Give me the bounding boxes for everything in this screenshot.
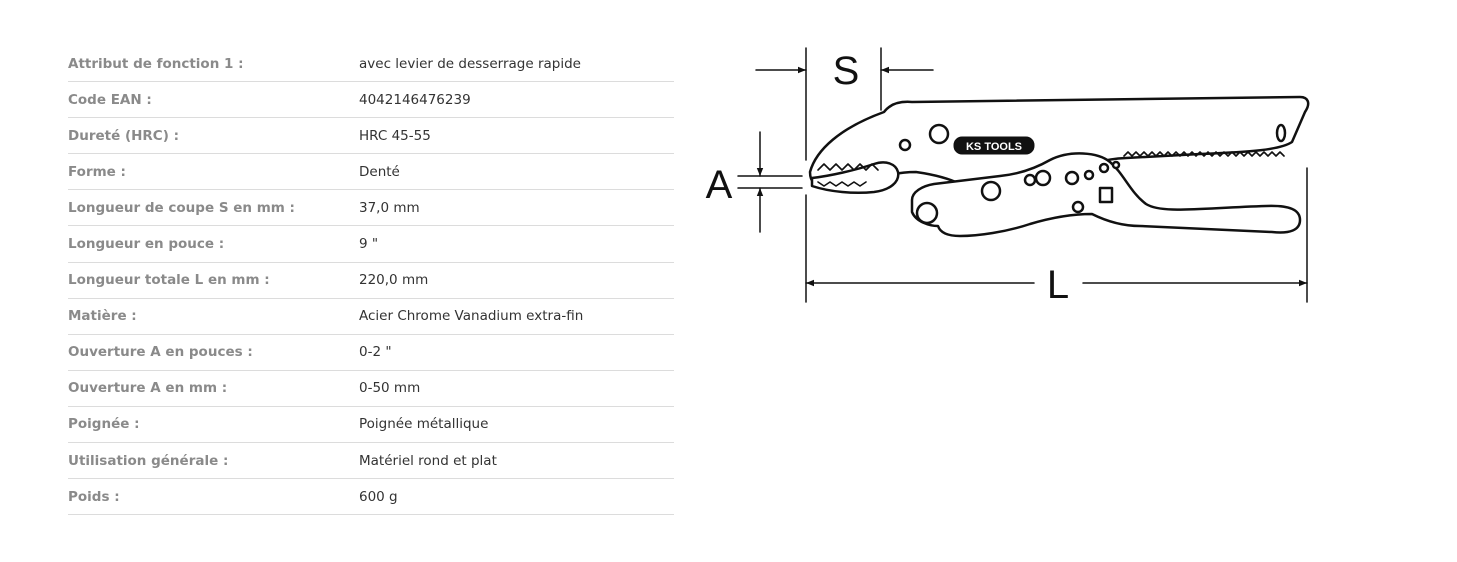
spec-value: HRC 45-55: [359, 127, 431, 144]
spec-label: Code EAN :: [68, 91, 152, 108]
spec-row: [68, 154, 674, 190]
spec-value: 0-50 mm: [359, 380, 421, 397]
logo-text: KS TOOLS: [965, 141, 1023, 153]
spec-value: Denté: [359, 163, 400, 180]
dimension-s-label: S: [832, 49, 860, 93]
pivot-rivet: [930, 125, 948, 143]
spec-label: Poids :: [68, 488, 120, 505]
spec-label: Attribut de fonction 1 :: [68, 55, 244, 72]
ks-tools-logo: [954, 137, 1034, 154]
spec-row: [68, 299, 674, 335]
spec-value: 9 ": [359, 236, 379, 253]
spec-value: 220,0 mm: [359, 272, 429, 289]
handle-end-slot: [1277, 125, 1285, 141]
lower-jaw-rivet: [917, 203, 937, 223]
dimension-a: [738, 132, 802, 232]
release-lever: [1100, 188, 1112, 202]
spec-value: Poignée métallique: [359, 416, 489, 433]
spec-value: Acier Chrome Vanadium extra-fin: [359, 308, 584, 325]
spec-row: [68, 371, 674, 407]
release-rivet: [1036, 171, 1050, 185]
link-rivet: [1100, 164, 1108, 172]
spec-label: Longueur en pouce :: [68, 236, 225, 253]
jaw-rivet: [900, 140, 910, 150]
pliers-illustration: [810, 97, 1308, 236]
spec-label: Dureté (HRC) :: [68, 127, 179, 144]
adjust-rivet-small: [1085, 171, 1093, 179]
spec-label: Matière :: [68, 308, 137, 325]
release-rivet-small: [1025, 175, 1035, 185]
lower-pivot-rivet: [982, 182, 1000, 200]
dimension-l-label: L: [1046, 263, 1070, 307]
spec-row: [68, 335, 674, 371]
spec-label: Utilisation générale :: [68, 452, 229, 469]
link-rivet-small: [1113, 162, 1119, 168]
spec-label: Ouverture A en mm :: [68, 380, 228, 397]
locking-pliers-dimension-drawing: [700, 40, 1320, 320]
spec-row: [68, 118, 674, 154]
spec-value: 600 g: [359, 488, 398, 505]
spec-label: Forme :: [68, 163, 126, 180]
adjust-rivet: [1066, 172, 1078, 184]
spec-label: Ouverture A en pouces :: [68, 344, 253, 361]
spec-row: [68, 82, 674, 118]
spec-value: Matériel rond et plat: [359, 452, 497, 469]
spec-row: [68, 479, 674, 515]
spec-table: [68, 46, 674, 515]
spec-value: avec levier de desserrage rapide: [359, 55, 581, 72]
spec-row: [68, 226, 674, 262]
spec-row: [68, 46, 674, 82]
spec-label: Longueur de coupe S en mm :: [68, 199, 295, 216]
lower-hole: [1073, 202, 1083, 212]
spec-label: Poignée :: [68, 416, 140, 433]
spec-label: Longueur totale L en mm :: [68, 272, 270, 289]
spec-value: 37,0 mm: [359, 199, 420, 216]
spec-row: [68, 443, 674, 479]
spec-value: 4042146476239: [359, 91, 471, 108]
spec-value: 0-2 ": [359, 344, 392, 361]
dimension-a-label: A: [705, 163, 733, 207]
spec-row: [68, 190, 674, 226]
spec-row: [68, 263, 674, 299]
spec-row: [68, 407, 674, 443]
